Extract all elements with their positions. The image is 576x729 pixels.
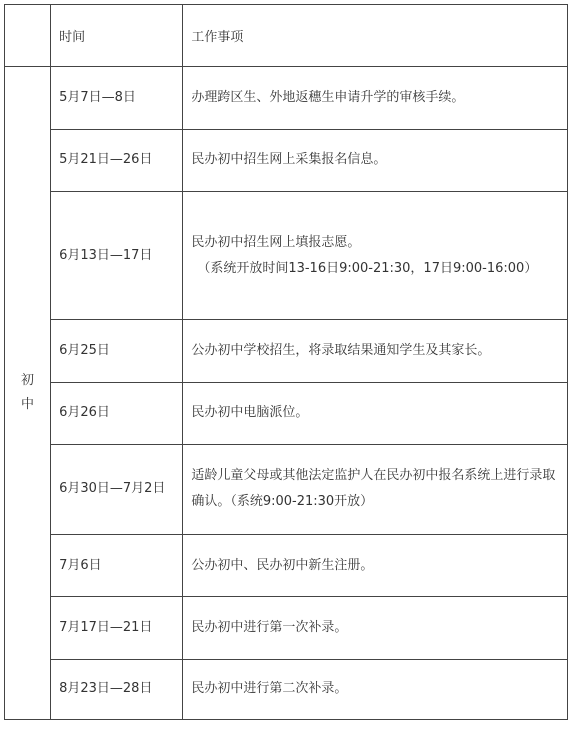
task-cell: 适龄儿童父母或其他法定监护人在民办初中报名系统上进行录取确认。（系统9:00-21:30开放） (183, 444, 568, 534)
table-row (5, 659, 568, 719)
table-row (5, 597, 568, 659)
table-row (5, 191, 568, 320)
time-cell: 5月7日—8日 (51, 67, 183, 129)
table-row (5, 444, 568, 534)
category-char: 初 (21, 373, 35, 389)
time-cell: 8月23日—28日 (51, 659, 183, 719)
task-cell (183, 191, 568, 320)
time-cell: 6月26日 (51, 382, 183, 444)
task-cell: 公办初中、民办初中新生注册。 (183, 535, 568, 597)
time-cell: 6月25日 (51, 320, 183, 382)
header-task: 工作事项 (183, 5, 568, 67)
table-row (5, 129, 568, 191)
time-cell: 5月21日—26日 (51, 129, 183, 191)
time-cell: 7月6日 (51, 535, 183, 597)
table-row (5, 535, 568, 597)
task-cell: 民办初中招生网上采集报名信息。 (183, 129, 568, 191)
table-row (5, 67, 568, 129)
time-cell: 6月13日—17日 (51, 191, 183, 320)
time-cell: 6月30日—7月2日 (51, 444, 183, 534)
category-cell (5, 67, 51, 720)
task-cell: 公办初中学校招生，将录取结果通知学生及其家长。 (183, 320, 568, 382)
task-cell: 民办初中电脑派位。 (183, 382, 568, 444)
enrollment-schedule-table (4, 4, 568, 720)
task-note: （系统开放时间13-16日9:00-21:30，17日9:00-16:00） (197, 260, 538, 276)
task-cell: 办理跨区生、外地返穗生申请升学的审核手续。 (183, 67, 568, 129)
header-empty-cell (5, 5, 51, 67)
task-cell: 民办初中进行第一次补录。 (183, 597, 568, 659)
header-time: 时间 (51, 5, 183, 67)
time-cell: 7月17日—21日 (51, 597, 183, 659)
category-char: 中 (21, 397, 35, 413)
table-row (5, 320, 568, 382)
table-row (5, 382, 568, 444)
header-row (5, 5, 568, 67)
task-cell: 民办初中进行第二次补录。 (183, 659, 568, 719)
task-text: 民办初中招生网上填报志愿。 (191, 234, 361, 250)
